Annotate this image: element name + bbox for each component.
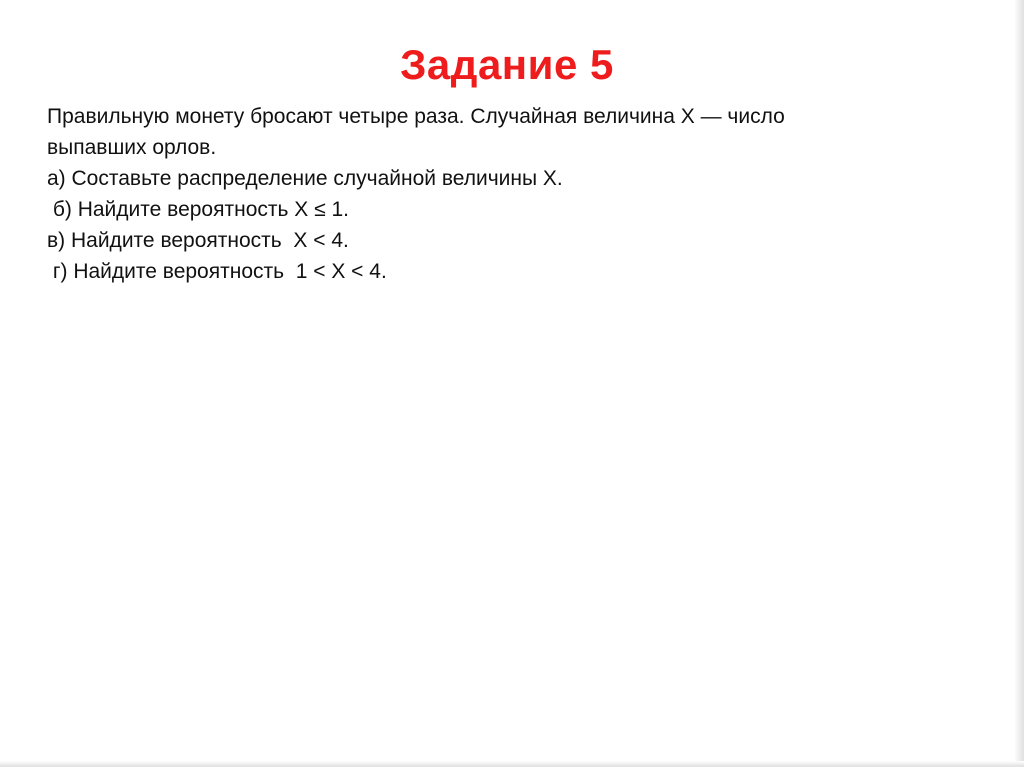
- slide-edge-shadow-right: [1014, 0, 1024, 767]
- task-statement-line-2: выпавших орлов.: [47, 136, 217, 159]
- task-item-a: а) Составьте распределение случайной величины X.: [47, 167, 563, 190]
- slide-edge-shadow-bottom: [0, 761, 1024, 767]
- slide-title: Задание 5: [400, 41, 614, 88]
- task-text: [47, 101, 987, 287]
- task-item-g: г) Найдите вероятность 1 < X < 4.: [47, 260, 387, 283]
- task-statement-line-1: Правильную монету бросают четыре раза. Случайная величина X — число: [47, 105, 785, 128]
- task-item-b: б) Найдите вероятность X ≤ 1.: [47, 198, 349, 221]
- task-item-v: в) Найдите вероятность X < 4.: [47, 229, 349, 252]
